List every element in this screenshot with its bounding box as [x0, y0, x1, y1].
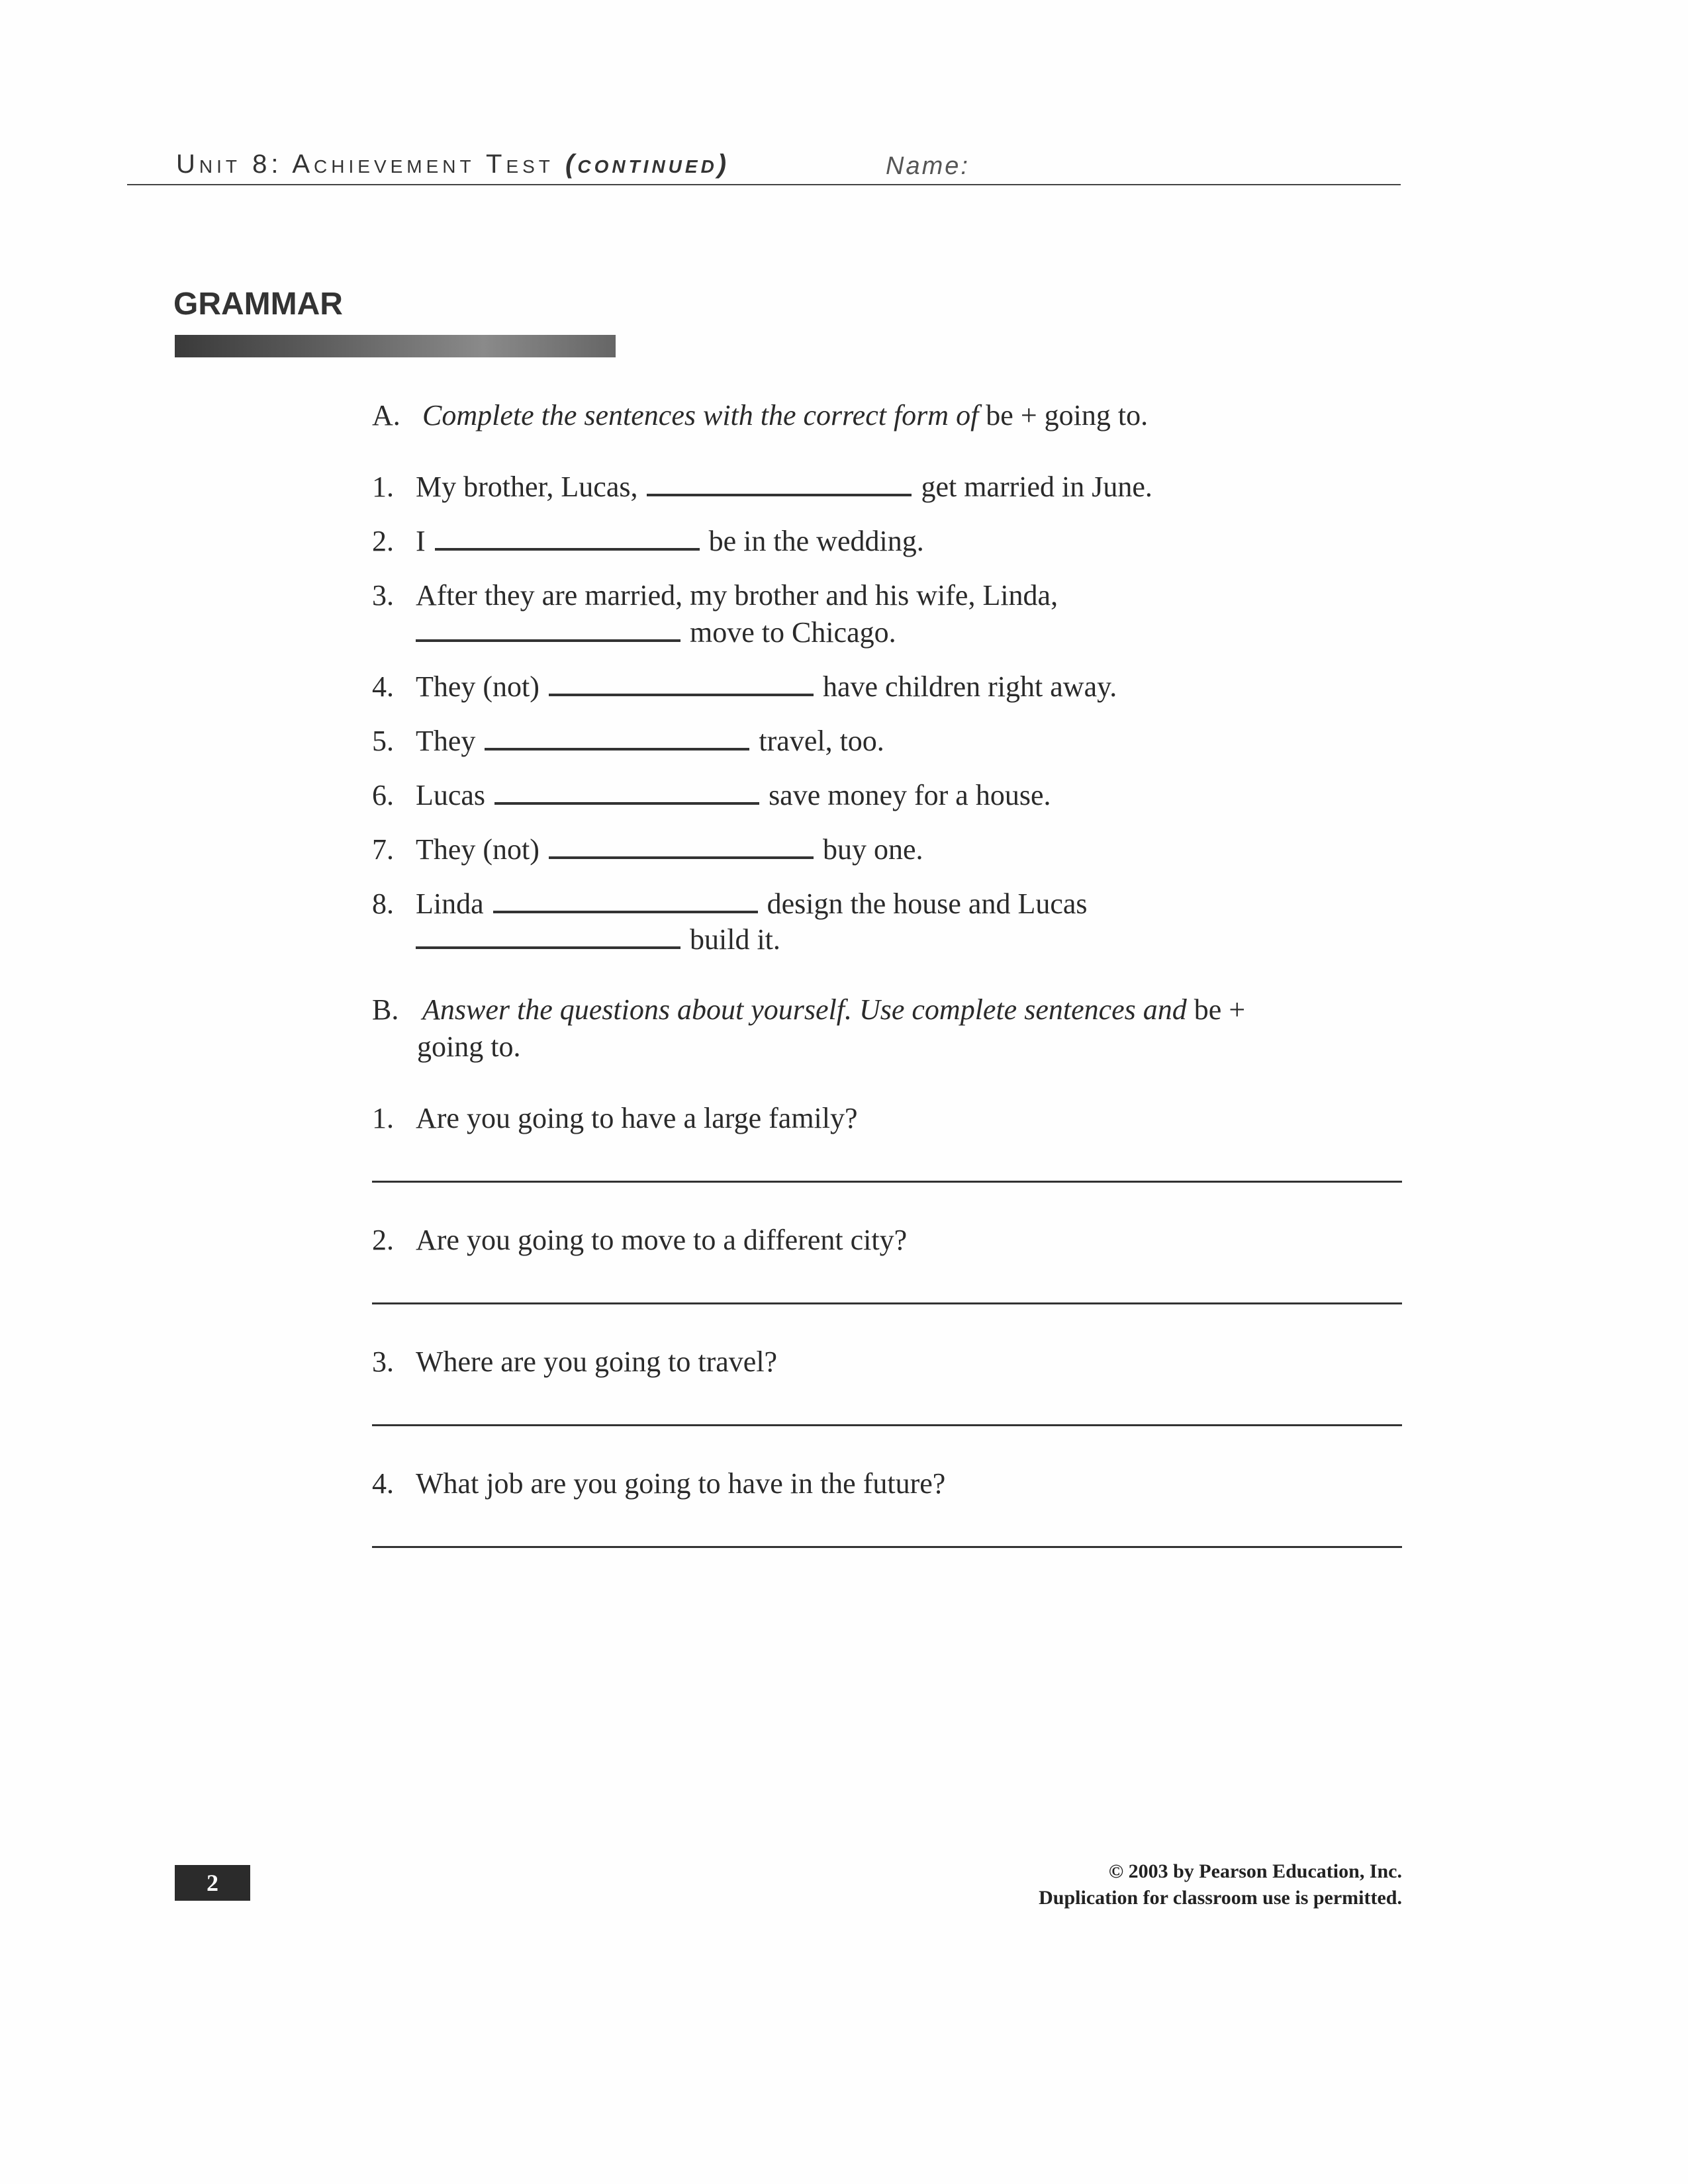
- part-a-item-3-continued: move to Chicago.: [416, 615, 896, 649]
- part-a-item-5: 5. They travel, too.: [372, 725, 884, 757]
- answer-blank[interactable]: [494, 802, 759, 805]
- part-b-instruction: B. Answer the questions about yourself. Use complete sentences and be +: [372, 993, 1246, 1026]
- part-a-item-8: 8. Linda design the house and Lucas: [372, 887, 1088, 920]
- part-b-question-4: 4. What job are you going to have in the future?: [372, 1467, 946, 1500]
- copyright-line: © 2003 by Pearson Education, Inc.: [1108, 1860, 1402, 1882]
- part-a-item-3: 3. After they are married, my brother and his wife, Linda,: [372, 579, 1058, 612]
- part-a-item-1: 1. My brother, Lucas, get married in June.: [372, 471, 1152, 503]
- test-title-main: Unit 8: Achievement Test: [176, 150, 554, 179]
- test-title-continued: (continued): [565, 150, 730, 179]
- part-a-label: A.: [372, 399, 400, 432]
- section-heading: GRAMMAR: [173, 287, 343, 322]
- copyright-notice: [927, 1858, 1402, 1911]
- name-field-line[interactable]: [127, 184, 1401, 185]
- answer-blank[interactable]: [416, 946, 680, 949]
- answer-line[interactable]: [372, 1546, 1402, 1548]
- part-b-label: B.: [372, 993, 399, 1026]
- answer-blank[interactable]: [416, 639, 680, 642]
- part-a-item-7: 7. They (not) buy one.: [372, 833, 923, 866]
- section-heading-bar: [175, 335, 616, 357]
- answer-blank[interactable]: [493, 911, 758, 913]
- test-title: [176, 150, 729, 179]
- answer-blank[interactable]: [647, 494, 912, 496]
- answer-line[interactable]: [372, 1302, 1402, 1304]
- part-a-instruction: [372, 398, 1148, 432]
- part-b-question-2: 2. Are you going to move to a different city?: [372, 1224, 908, 1256]
- part-b-instruction-text: Answer the questions about yourself. Use complete sentences and: [422, 993, 1187, 1026]
- part-a-item-8-continued: build it.: [416, 923, 780, 956]
- answer-blank[interactable]: [435, 548, 700, 551]
- answer-line[interactable]: [372, 1181, 1402, 1183]
- name-label: Name:: [886, 152, 970, 180]
- part-b-instruction-continued: going to.: [417, 1030, 521, 1063]
- answer-line[interactable]: [372, 1424, 1402, 1426]
- part-a-item-2: 2. I be in the wedding.: [372, 525, 924, 557]
- part-a-item-6: 6. Lucas save money for a house.: [372, 779, 1051, 811]
- duplication-notice: Duplication for classroom use is permitted.: [1039, 1887, 1402, 1909]
- answer-blank[interactable]: [485, 748, 749, 751]
- part-b-question-1: 1. Are you going to have a large family?: [372, 1102, 858, 1134]
- answer-blank[interactable]: [549, 856, 814, 859]
- part-a-instruction-structure: be + going to.: [986, 399, 1149, 432]
- part-a-instruction-text: Complete the sentences with the correct form of: [422, 399, 979, 432]
- answer-blank[interactable]: [549, 694, 814, 696]
- part-a-item-4: 4. They (not) have children right away.: [372, 670, 1117, 703]
- page-number: 2: [175, 1865, 250, 1901]
- part-b-question-3: 3. Where are you going to travel?: [372, 1345, 778, 1378]
